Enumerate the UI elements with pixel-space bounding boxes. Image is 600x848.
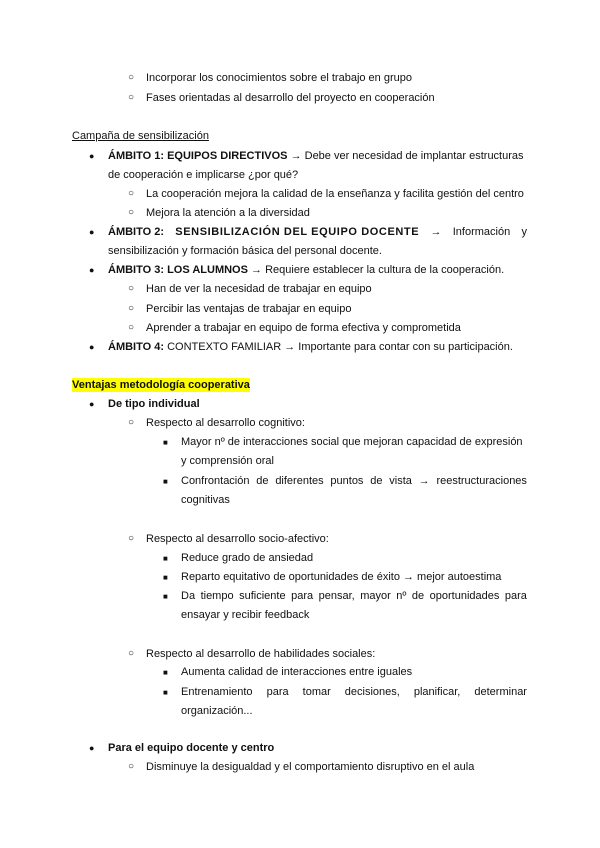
- word: Confrontación: [181, 475, 250, 487]
- cognitivo-item-2-line-2: cognitivas: [181, 494, 230, 506]
- disc-bullet-icon: [89, 225, 94, 239]
- list-item: Percibir las ventajas de trabajar en equipo: [146, 303, 352, 315]
- ambito-3-line: [108, 263, 504, 277]
- ambito-2-label-b: SENSIBILIZACIÓN DEL EQUIPO DOCENTE: [175, 226, 420, 238]
- word: Da: [181, 590, 196, 602]
- section-title-ventajas: Ventajas metodología cooperativa: [72, 379, 250, 391]
- section-title-campaign: Campaña de sensibilización: [72, 130, 209, 142]
- word: suficiente: [239, 590, 286, 602]
- ambito-4-label: ÁMBITO 4:: [108, 341, 165, 353]
- list-item: La cooperación mejora la calidad de la enseñanza y facilita gestión del centro: [146, 188, 524, 200]
- circle-bullet-icon: [128, 320, 134, 335]
- socioafectivo-item-3-line-1: [181, 589, 527, 603]
- list-item: Aumenta calidad de interacciones entre iguales: [181, 666, 413, 678]
- ambito-1-text: → Debe ver necesidad de implantar estructuras: [290, 150, 524, 162]
- square-bullet-icon: [163, 685, 168, 700]
- socioafectivo-heading: Respecto al desarrollo socio-afectivo:: [146, 533, 329, 545]
- word: diferentes: [275, 475, 324, 487]
- cognitivo-item-1-line-1: Mayor nº de interacciones social que mejoran capacidad de expresión: [181, 436, 523, 448]
- disc-bullet-icon: [89, 340, 94, 354]
- habilidades-item-2-line-2: organización...: [181, 705, 253, 717]
- square-bullet-icon: [163, 474, 168, 489]
- disc-bullet-icon: [89, 149, 94, 163]
- word: →: [418, 475, 430, 487]
- circle-bullet-icon: [128, 646, 134, 661]
- word: de: [370, 475, 383, 487]
- word: tiempo: [200, 590, 234, 602]
- list-item: Reduce grado de ansiedad: [181, 552, 314, 564]
- square-bullet-icon: [163, 665, 168, 680]
- circle-bullet-icon: [128, 205, 134, 220]
- socioafectivo-item-3-line-2: ensayar y recibir feedback: [181, 609, 310, 621]
- word: oportunidades: [429, 590, 500, 602]
- word: para: [266, 686, 289, 698]
- word: para: [291, 590, 314, 602]
- ambito-2-text-b: y: [521, 226, 527, 238]
- list-item: Han de ver la necesidad de trabajar en equipo: [146, 283, 372, 295]
- circle-bullet-icon: [128, 90, 134, 105]
- ambito-2-text-a: Información: [452, 226, 511, 238]
- list-item: Reparto equitativo de oportunidades de éxito → mejor autoestima: [181, 571, 502, 583]
- ambito-3-label: ÁMBITO 3: LOS ALUMNOS: [108, 264, 248, 276]
- square-bullet-icon: [163, 570, 168, 585]
- individual-heading: De tipo individual: [108, 398, 200, 410]
- ambito-2-label-a: ÁMBITO 2:: [108, 226, 165, 238]
- cognitivo-heading: Respecto al desarrollo cognitivo:: [146, 417, 305, 429]
- list-item: Fases orientadas al desarrollo del proyecto en cooperación: [146, 92, 435, 104]
- word: Entrenamiento: [181, 686, 253, 698]
- list-item: Disminuye la desigualdad y el comportamiento disruptivo en el aula: [146, 761, 475, 773]
- square-bullet-icon: [163, 551, 168, 566]
- ambito-1-line-2: de cooperación e implicarse ¿por qué?: [108, 169, 299, 181]
- word: tomar: [302, 686, 331, 698]
- word: mayor: [360, 590, 391, 602]
- ambito-4-text: CONTEXTO FAMILIAR → Importante para contar con su participación.: [167, 341, 513, 353]
- word: nº: [396, 590, 407, 602]
- word: de: [256, 475, 269, 487]
- word: planificar,: [413, 686, 461, 698]
- circle-bullet-icon: [128, 415, 134, 430]
- habilidades-heading: Respecto al desarrollo de habilidades sociales:: [146, 648, 376, 660]
- ambito-4-line: [108, 340, 513, 354]
- circle-bullet-icon: [128, 759, 134, 774]
- habilidades-item-2-line-1: [181, 685, 527, 699]
- equipo-heading: Para el equipo docente y centro: [108, 742, 275, 754]
- circle-bullet-icon: [128, 531, 134, 546]
- word: para: [504, 590, 527, 602]
- square-bullet-icon: [163, 435, 168, 450]
- ambito-1-line-1: [108, 149, 524, 163]
- disc-bullet-icon: [89, 263, 94, 277]
- list-item: Aprender a trabajar en equipo de forma efectiva y comprometida: [146, 322, 461, 334]
- word: vista: [389, 475, 412, 487]
- cognitivo-item-1-line-2: y comprensión oral: [181, 455, 274, 467]
- list-item: Mejora la atención a la diversidad: [146, 207, 310, 219]
- ambito-1-label: ÁMBITO 1: EQUIPOS DIRECTIVOS: [108, 150, 288, 162]
- ambito-3-text: → Requiere establecer la cultura de la cooperación.: [251, 264, 505, 276]
- word: de: [411, 590, 425, 602]
- list-item: Incorporar los conocimientos sobre el trabajo en grupo: [146, 72, 412, 84]
- cognitivo-item-2-line-1: [181, 474, 527, 488]
- circle-bullet-icon: [128, 70, 134, 85]
- word: decisiones,: [344, 686, 400, 698]
- circle-bullet-icon: [128, 301, 134, 316]
- circle-bullet-icon: [128, 281, 134, 296]
- word: pensar,: [318, 590, 355, 602]
- ambito-2-line-1: [108, 225, 527, 239]
- word: determinar: [474, 686, 527, 698]
- circle-bullet-icon: [128, 186, 134, 201]
- ambito-2-arrow: →: [430, 226, 442, 238]
- word: reestructuraciones: [436, 475, 527, 487]
- ambito-2-line-2: sensibilización y formación básica del personal docente.: [108, 245, 382, 257]
- square-bullet-icon: [163, 589, 168, 604]
- word: puntos: [330, 475, 364, 487]
- disc-bullet-icon: [89, 397, 94, 411]
- disc-bullet-icon: [89, 741, 94, 755]
